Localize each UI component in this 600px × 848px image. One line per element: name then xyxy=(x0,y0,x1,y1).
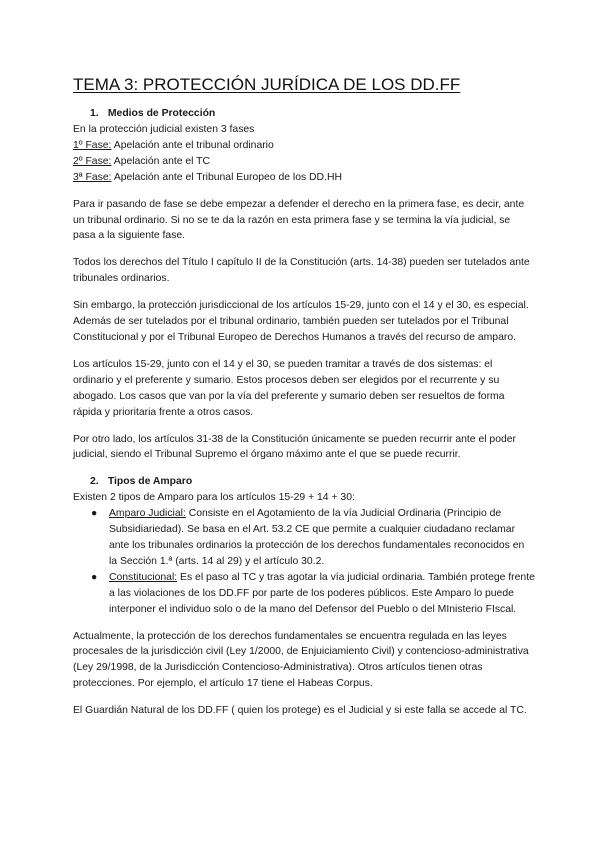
section-2-intro: Existen 2 tipos de Amparo para los artículos 15-29 + 14 + 30: xyxy=(73,492,355,504)
section-2-heading xyxy=(73,474,535,490)
bullet-icon: ● xyxy=(91,571,98,583)
phase-2 xyxy=(73,154,535,170)
phase-2-label: 2º Fase: xyxy=(73,155,112,167)
bullet-2-text: Es el paso al TC y tras agotar la vía judicial ordinaria. También protege frente a las violaciones de los DD.FF por parte de los poderes públicos. Este Amparo lo puede interponer el individuo solo o de la mano del Defensor del Pueblo o del MInisterio FIscal. xyxy=(109,571,535,615)
amparo-list xyxy=(73,506,535,617)
phase-3-label: 3ª Fase: xyxy=(73,171,112,183)
section-1-intro: En la protección judicial existen 3 fases xyxy=(73,124,255,135)
section-1-heading xyxy=(73,106,535,122)
section-2-title: Tipos de Amparo xyxy=(107,476,193,488)
phase-1-text: Apelación ante el tribunal ordinario xyxy=(111,139,274,151)
phase-3 xyxy=(73,170,535,186)
section-1-number: 1. xyxy=(90,108,99,119)
paragraph-7: El Guardián Natural de los DD.FF ( quien los protege) es el Judicial y si este falla se accede al TC. xyxy=(73,705,527,717)
phase-1 xyxy=(73,138,535,154)
paragraph-6: Actualmente, la protección de los derechos fundamentales se encuentra regulada en las leyes procesales de la jurisdicción civil (Ley 1/2000, de Enjuiciamiento Civil) y contencioso-administrativa (Ley 29/1998, de la Jurisdicción Contencioso-Administrativa). Otros artículos tienen otras protecciones. Por ejemplo, el artículo 17 tiene el Habeas Corpus. xyxy=(73,630,529,690)
document-title: TEMA 3: PROTECCIÓN JURÍDICA DE LOS DD.FF xyxy=(73,75,461,94)
bullet-icon: ● xyxy=(91,508,98,520)
phase-1-label: 1º Fase: xyxy=(73,139,112,151)
document-body xyxy=(73,106,535,719)
paragraph-2: Todos los derechos del Título I capítulo II de la Constitución (arts. 14-38) pueden ser tutelados ante tribunales ordinarios. xyxy=(73,257,530,285)
phase-3-text: Apelación ante el Tribunal Europeo de los DD.HH xyxy=(111,171,342,183)
paragraph-3: Sin embargo, la protección jurisdiccional de los artículos 15-29, junto con el 14 y el 30, es especial. Además de ser tutelados por el tribunal ordinario, también pueden ser tutelados por el Tribunal Constitucional y por el Tribunal Europeo de Derechos Humanos a través del recurso de amparo. xyxy=(73,300,529,343)
paragraph-4: Los artículos 15-29, junto con el 14 y el 30, se pueden tramitar a través de dos sistemas: el ordinario y el preferente y sumario. Estos procesos deben ser elegidos por el recurrente y su abogado. Los casos que van por la vía del preferente y sumario deben ser resueltos de forma rápida y prioritaria frente a otros casos. xyxy=(73,358,505,418)
paragraph-5: Por otro lado, los artículos 31-38 de la Constitución únicamente se pueden recurrir ante el poder judicial, siendo el Tribunal Supremo el órgano máximo ante el que se puede recurrir. xyxy=(73,433,517,461)
paragraph-1: Para ir pasando de fase se debe empezar a defender el derecho en la primera fase, es decir, ante un tribunal ordinario. Si no se te da la razón en esta primera fase y se termina la vía judicial, se pasa a la siguiente fase. xyxy=(73,198,525,242)
bullet-2-label: Constitucional: xyxy=(109,571,178,583)
bullet-1-label: Amparo Judicial: xyxy=(109,508,186,520)
list-item xyxy=(87,570,535,618)
list-item xyxy=(87,506,535,570)
section-1-title: Medios de Protección xyxy=(107,108,216,119)
section-2-number: 2. xyxy=(90,476,99,488)
phase-2-text: Apelación ante el TC xyxy=(111,155,211,167)
bullet-1-text: Consiste en el Agotamiento de la vía Judicial Ordinaria (Principio de Subsidiariedad). Se basa en el Art. 53.2 CE que permite a cualquier ciudadano reclamar ante los tribunales ordinarios la protección de los derechos fundamentales reconocidos en la Sección 1.ª (arts. 14 al 29) y el artículo 30.2. xyxy=(109,508,525,567)
